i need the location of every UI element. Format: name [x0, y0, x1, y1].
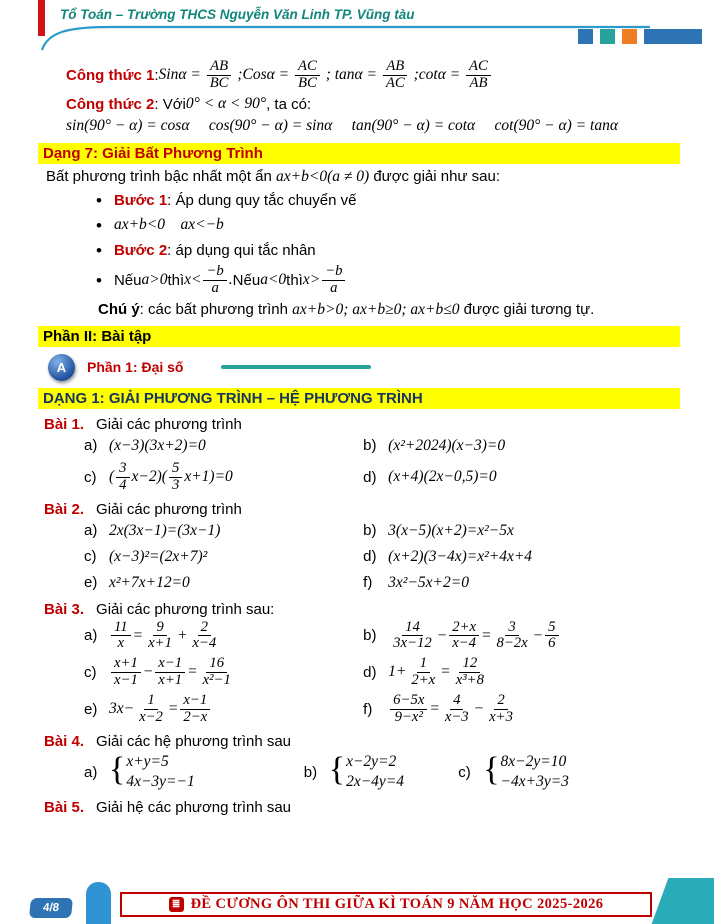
equation: 2x−4y=4	[346, 773, 405, 791]
steps-list	[42, 189, 678, 297]
bullet-item	[96, 214, 678, 236]
exercise-items	[84, 520, 678, 594]
item-key: a)	[84, 763, 98, 781]
text-segment-text: Bất phương trình bậc nhất một ẩn	[46, 168, 277, 185]
text-segment-math: ax+b<0 ax<−b	[113, 216, 224, 233]
fraction: $\frac{AB}{AC}$	[383, 59, 408, 92]
equation: 3x− $\frac{1}{x-2}$ = $\frac{x-1}{2-x}$	[109, 693, 212, 726]
note-chu-y	[98, 301, 678, 319]
exercise-item	[363, 520, 678, 542]
exercise-items	[84, 435, 678, 494]
exercise-items	[84, 752, 678, 792]
equation: (x+4)(2x−0,5)=0	[388, 468, 497, 486]
exercise-item	[84, 546, 363, 568]
cofunction-identities	[66, 116, 678, 136]
item-key: c)	[84, 548, 97, 566]
system-brace: {	[483, 750, 500, 788]
exercise-item	[363, 466, 678, 488]
footer-title: ĐỀ CƯƠNG ÔN THI GIỮA KÌ TOÁN 9 NĂM HỌC 2025-2026	[190, 896, 604, 912]
deco-bar-blue	[644, 29, 702, 44]
item-key: f)	[363, 574, 373, 592]
exercise-title: Giải các phương trình	[96, 415, 242, 433]
exercise-title: Giải các hệ phương trình sau	[96, 732, 292, 750]
bullet-text	[114, 216, 224, 234]
text-segment-text: Nếu	[232, 271, 261, 289]
text-segment-math: Sinα = $\frac{AB}{BC}$ ;Cosα = $\frac{AC}{BC}$ ; tanα = $\frac{AB}{AC}$ ;cotα = $\frac{AC}{AB}$	[159, 59, 493, 92]
exercise-item	[363, 693, 678, 726]
fraction: $\frac{x-1}{x+1}$	[155, 656, 185, 689]
text-segment-text: : các bất phương trình	[139, 300, 293, 318]
exercise-items	[84, 620, 678, 726]
text-segment-math: a<0	[260, 271, 287, 289]
fraction: $\frac{4}{x-3}$	[444, 692, 469, 726]
exercise-item	[84, 656, 363, 689]
footer-title-box	[120, 892, 652, 917]
fraction: $\frac{-b}{a}$	[203, 264, 226, 297]
fraction: $\frac{1}{x-2}$	[139, 692, 163, 726]
equation: ( $\frac{3}{4}$ x−2)( $\frac{5}{3}$ x+1)=0	[109, 459, 233, 493]
fraction: $\frac{AB}{BC}$	[207, 59, 232, 92]
bullet-item	[96, 264, 678, 297]
system-equations	[126, 752, 194, 792]
heading-dang-1: DẠNG 1: GIẢI PHƯƠNG TRÌNH – HỆ PHƯƠNG TRÌNH	[38, 388, 680, 409]
exercise-item	[84, 461, 363, 494]
fraction: $\frac{-b}{a}$	[322, 264, 345, 297]
exercise-item	[84, 435, 363, 457]
item-key: e)	[84, 701, 98, 719]
equation-system	[329, 752, 404, 792]
bullet-item	[96, 239, 678, 261]
system-brace: {	[328, 750, 346, 788]
fraction: $\frac{AC}{AB}$	[466, 59, 491, 92]
exercise-heading	[44, 799, 678, 816]
text-segment-text: được giải như sau:	[369, 168, 500, 185]
text-segment-red: Công thức 2	[66, 95, 155, 113]
exercise-item	[84, 572, 363, 594]
text-segment-red: Công thức 1	[66, 66, 155, 84]
header-title: Tổ Toán – Trường THCS Nguyễn Văn Linh TP. Vũng tàu	[60, 7, 415, 22]
text-segment-red: Bước 1	[113, 191, 168, 209]
deco-square-teal	[600, 29, 615, 44]
item-key: c)	[84, 664, 97, 682]
exercise-block	[42, 799, 678, 816]
exercise-block	[42, 416, 678, 494]
exercise-heading	[44, 416, 678, 433]
equation: 3(x−5)(x+2)=x²−5x	[388, 521, 514, 539]
exercise-heading	[44, 733, 678, 750]
text-segment-math: 0° < α < 90°	[185, 95, 267, 112]
exercise-heading	[44, 501, 678, 518]
bullet-text	[114, 192, 357, 209]
exercise-list	[42, 416, 678, 816]
fraction: $\frac{14}{3x-12}$	[393, 618, 432, 652]
exercise-item	[363, 435, 678, 457]
text-segment-text: : Với	[154, 95, 186, 113]
exercise-block	[42, 601, 678, 726]
item-key: b)	[303, 763, 318, 781]
document-content	[42, 54, 678, 817]
exercise-block	[42, 501, 678, 594]
text-segment-math: sin(90° − α) = cosα cos(90° − α) = sinα tan(90° − α) = cotα cot(90° − α) = tanα	[66, 117, 618, 134]
deco-square-orange	[622, 29, 637, 44]
text-segment-bold: Chú ý	[98, 300, 140, 318]
dang7-intro	[46, 168, 678, 186]
fraction: $\frac{12}{\text{x³+8}}$	[455, 655, 484, 689]
formula-cong-thuc-2	[66, 94, 678, 114]
item-key: b)	[363, 522, 377, 540]
exercise-item	[363, 656, 678, 689]
text-segment-math: ax+b<0(a ≠ 0)	[276, 168, 370, 185]
bullet-item	[96, 189, 678, 211]
deco-square-blue	[578, 29, 593, 44]
equation: (x²+2024)(x−3)=0	[388, 436, 506, 454]
text-segment-text: :	[154, 66, 159, 84]
bullet-dot: •	[96, 270, 102, 290]
top-left-red-bar	[38, 0, 45, 36]
equation: $\frac{6-5x}{\text{9−x²}}$ = $\frac{4}{x-3}$ − $\frac{2}{x+3}$	[388, 693, 518, 726]
exercise-item	[304, 752, 458, 792]
text-segment-math: ax+b>0; ax+b≥0; ax+b≤0	[292, 300, 460, 318]
text-segment-text: Nếu	[113, 271, 142, 289]
item-key: f)	[363, 701, 373, 719]
text-segment-text: : áp dụng qui tắc nhân	[167, 241, 316, 259]
exercise-label: Bài 3.	[44, 600, 85, 618]
item-key: d)	[363, 468, 377, 486]
text-segment-text: được giải tương tự.	[459, 300, 595, 318]
fraction: $\frac{5}{3}$	[169, 461, 182, 494]
exercise-block	[42, 733, 678, 792]
equation: (x−3)(3x+2)=0	[109, 436, 206, 454]
text-segment-math: x< $\frac{-b}{a}$ .	[184, 263, 233, 296]
heading-phan-2: Phần II: Bài tập	[38, 326, 680, 347]
exercise-item	[84, 520, 363, 542]
exercise-label: Bài 5.	[44, 799, 85, 817]
badge-a: A	[48, 354, 75, 381]
text-segment-text: thì	[286, 271, 303, 289]
bullet-dot: •	[96, 240, 102, 260]
equation: (x−3)²=(2x+7)²	[109, 547, 208, 565]
exercise-item	[363, 572, 678, 594]
page-number: 4/8	[29, 898, 73, 918]
text-segment-math: a>0	[141, 271, 168, 289]
text-segment-text: , ta có:	[266, 95, 312, 113]
fraction: $\frac{x+1}{x-1}$	[111, 656, 141, 689]
item-key: a)	[84, 627, 98, 645]
phan1-label: Phần 1: Đại số	[87, 359, 184, 376]
item-key: e)	[84, 574, 98, 592]
fraction: $\frac{1}{2+x}$	[411, 655, 436, 689]
fraction: $\frac{2}{x-4}$	[192, 618, 217, 652]
system-equations	[501, 752, 569, 792]
equation: 8x−2y=10	[500, 752, 567, 770]
fraction: $\frac{2}{x+3}$	[489, 692, 513, 726]
item-key: b)	[363, 437, 377, 455]
exercise-item	[84, 693, 363, 726]
exercise-item	[84, 620, 363, 653]
equation: $\frac{14}{3x-12}$ − $\frac{2+x}{x-4}$ = $\frac{3}{8-2x}$ − $\frac{5}{6}$	[388, 620, 560, 653]
system-brace: {	[109, 750, 126, 788]
exercise-item	[363, 620, 678, 653]
fraction: $\frac{6-5x}{\text{9−x²}}$	[390, 693, 427, 726]
equation: x²+7x+12=0	[109, 573, 190, 591]
exercise-item	[458, 752, 678, 792]
equation: $\frac{x+1}{x-1}$ − $\frac{x-1}{x+1}$ = $\frac{16}{\text{x²−1}}$	[109, 656, 236, 689]
text-segment-red: Bước 2	[113, 241, 168, 259]
fraction: $\frac{9}{x+1}$	[148, 618, 172, 652]
teal-underline	[221, 365, 371, 369]
equation: $\frac{11}{x}$ = $\frac{9}{x+1}$ + $\frac{2}{x-4}$	[109, 620, 221, 653]
exercise-item	[84, 752, 304, 792]
exercise-label: Bài 1.	[44, 415, 85, 433]
exercise-title: Giải các phương trình	[96, 500, 242, 518]
footer-corner-shape	[652, 878, 714, 924]
bullet-text	[114, 242, 316, 259]
footer-blue-bar	[86, 882, 111, 924]
bullet-dot: •	[96, 190, 102, 210]
text-segment-text: : Áp dung quy tắc chuyển vế	[167, 191, 357, 209]
fraction: $\frac{16}{\text{x²−1}}$	[202, 655, 231, 689]
heading-dang-7: Dạng 7: Giải Bất Phương Trình	[38, 143, 680, 164]
equation: 3x²−5x+2=0	[388, 573, 469, 591]
text-segment-math: x> $\frac{-b}{a}$	[303, 264, 348, 297]
exercise-title: Giải hệ các phương trình sau	[96, 799, 292, 817]
text-segment-text: thì	[167, 271, 185, 289]
fraction: $\frac{3}{8-2x}$	[496, 618, 528, 652]
item-key: c)	[84, 468, 97, 486]
equation: x+y=5	[126, 752, 169, 770]
equation: −4x+3y=3	[500, 773, 569, 791]
item-key: d)	[363, 548, 377, 566]
exercise-heading	[44, 601, 678, 618]
phan1-row	[48, 354, 678, 381]
fraction: $\frac{5}{6}$	[545, 620, 558, 653]
exercise-label: Bài 4.	[44, 732, 85, 750]
equation-system	[109, 752, 195, 792]
equation: 2x(3x−1)=(3x−1)	[109, 521, 221, 539]
fraction: $\frac{3}{4}$	[116, 461, 129, 494]
equation: 1+ $\frac{1}{2+x}$ = $\frac{12}{\text{x³+8}}$	[388, 656, 489, 689]
equation-system	[483, 752, 569, 792]
fraction: $\frac{2+x}{x-4}$	[449, 620, 479, 653]
exercise-label: Bài 2.	[44, 500, 85, 518]
fraction: $\frac{x-1}{2-x}$	[180, 693, 210, 726]
system-equations	[346, 752, 404, 792]
formula-cong-thuc-1	[66, 58, 678, 92]
header-deco-squares	[578, 29, 702, 44]
bullet-dot: •	[96, 215, 102, 235]
equation: (x+2)(3−4x)=x²+4x+4	[388, 547, 533, 565]
bullet-text	[114, 264, 348, 297]
exercise-item	[363, 546, 678, 568]
footer-badge-icon: ≣	[169, 897, 184, 912]
equation: x−2y=2	[346, 752, 397, 770]
item-key: c)	[458, 763, 471, 781]
exercise-title: Giải các phương trình sau:	[96, 600, 275, 618]
item-key: d)	[363, 664, 377, 682]
item-key: b)	[363, 627, 377, 645]
equation: 4x−3y=−1	[126, 773, 195, 791]
fraction: $\frac{AC}{BC}$	[295, 59, 320, 92]
item-key: a)	[84, 522, 98, 540]
item-key: a)	[84, 437, 98, 455]
fraction: $\frac{11}{x}$	[111, 620, 131, 653]
